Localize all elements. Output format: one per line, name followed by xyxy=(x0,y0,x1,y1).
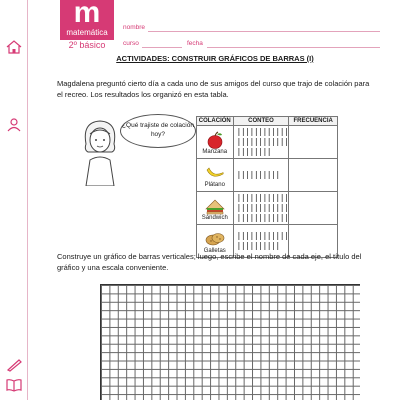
tally-marks: |||||||||||| xyxy=(236,203,289,212)
banana-icon xyxy=(204,164,226,182)
girl-illustration xyxy=(78,116,122,186)
header-conteo: CONTEO xyxy=(233,117,289,126)
instructions-paragraph: Construye un gráfico de barras verticales; luego, escribe el nombre de cada eje, el título del gráfico y una escala conveniente. xyxy=(57,252,362,272)
book-icon xyxy=(5,378,23,392)
name-label: nombre xyxy=(123,24,146,31)
course-field[interactable] xyxy=(142,47,182,48)
table-row xyxy=(197,126,338,159)
apple-icon xyxy=(204,131,226,149)
frequency-cell[interactable] xyxy=(289,192,338,225)
table-row xyxy=(197,159,338,192)
course-label: curso xyxy=(123,40,139,47)
food-label: Plátano xyxy=(204,181,225,188)
date-field[interactable] xyxy=(207,47,380,48)
frequency-cell[interactable] xyxy=(289,159,338,192)
tally-marks: |||||||||||| xyxy=(236,137,289,146)
header-colacion: COLACIÓN xyxy=(197,117,234,126)
speech-bubble: ¿Qué trajiste de colación hoy? xyxy=(120,114,196,148)
graph-grid[interactable] xyxy=(100,284,360,400)
tally-marks: |||||||||||| xyxy=(236,213,289,222)
snack-tally-table xyxy=(196,116,338,258)
name-field[interactable] xyxy=(148,31,380,32)
left-sidebar-strip xyxy=(0,0,28,400)
food-cell xyxy=(197,126,234,159)
tally-cell xyxy=(233,192,289,225)
worksheet-title: ACTIVIDADES: CONSTRUIR GRÁFICOS DE BARRAS (I) xyxy=(116,54,314,63)
tally-cell xyxy=(233,126,289,159)
house-icon xyxy=(5,40,23,54)
date-label: fecha xyxy=(187,40,203,47)
frequency-cell[interactable] xyxy=(289,126,338,159)
food-label: Manzana xyxy=(202,148,228,155)
sandwich-icon xyxy=(204,197,226,215)
tally-cell xyxy=(233,159,289,192)
tally-marks: |||||||||||| xyxy=(236,231,289,240)
header-frecuencia: FRECUENCIA xyxy=(289,117,338,126)
table-header-row xyxy=(197,117,338,126)
food-label: Galletas xyxy=(203,247,226,254)
tally-marks: |||||||||| xyxy=(236,170,280,179)
food-cell xyxy=(197,192,234,225)
cookies-icon xyxy=(204,230,226,248)
tally-marks: |||||||||||| xyxy=(236,127,289,136)
logo xyxy=(60,0,114,40)
food-label: Sándwich xyxy=(201,214,228,221)
food-cell xyxy=(197,159,234,192)
pencil-icon xyxy=(5,358,23,372)
table-row xyxy=(197,192,338,225)
tally-marks: |||||||||| xyxy=(236,241,280,250)
tally-marks: |||||||| xyxy=(236,147,272,156)
tally-marks: |||||||||||| xyxy=(236,193,289,202)
grade-label: 2º básico xyxy=(68,40,106,50)
person-icon xyxy=(5,118,23,132)
logo-word: matemática xyxy=(66,28,108,37)
intro-paragraph: Magdalena preguntó cierto día a cada uno de sus amigos del curso que trajo de colación para el recreo. Los resultados los organizó en esta tabla. xyxy=(57,79,370,99)
logo-letter: m xyxy=(73,0,101,29)
